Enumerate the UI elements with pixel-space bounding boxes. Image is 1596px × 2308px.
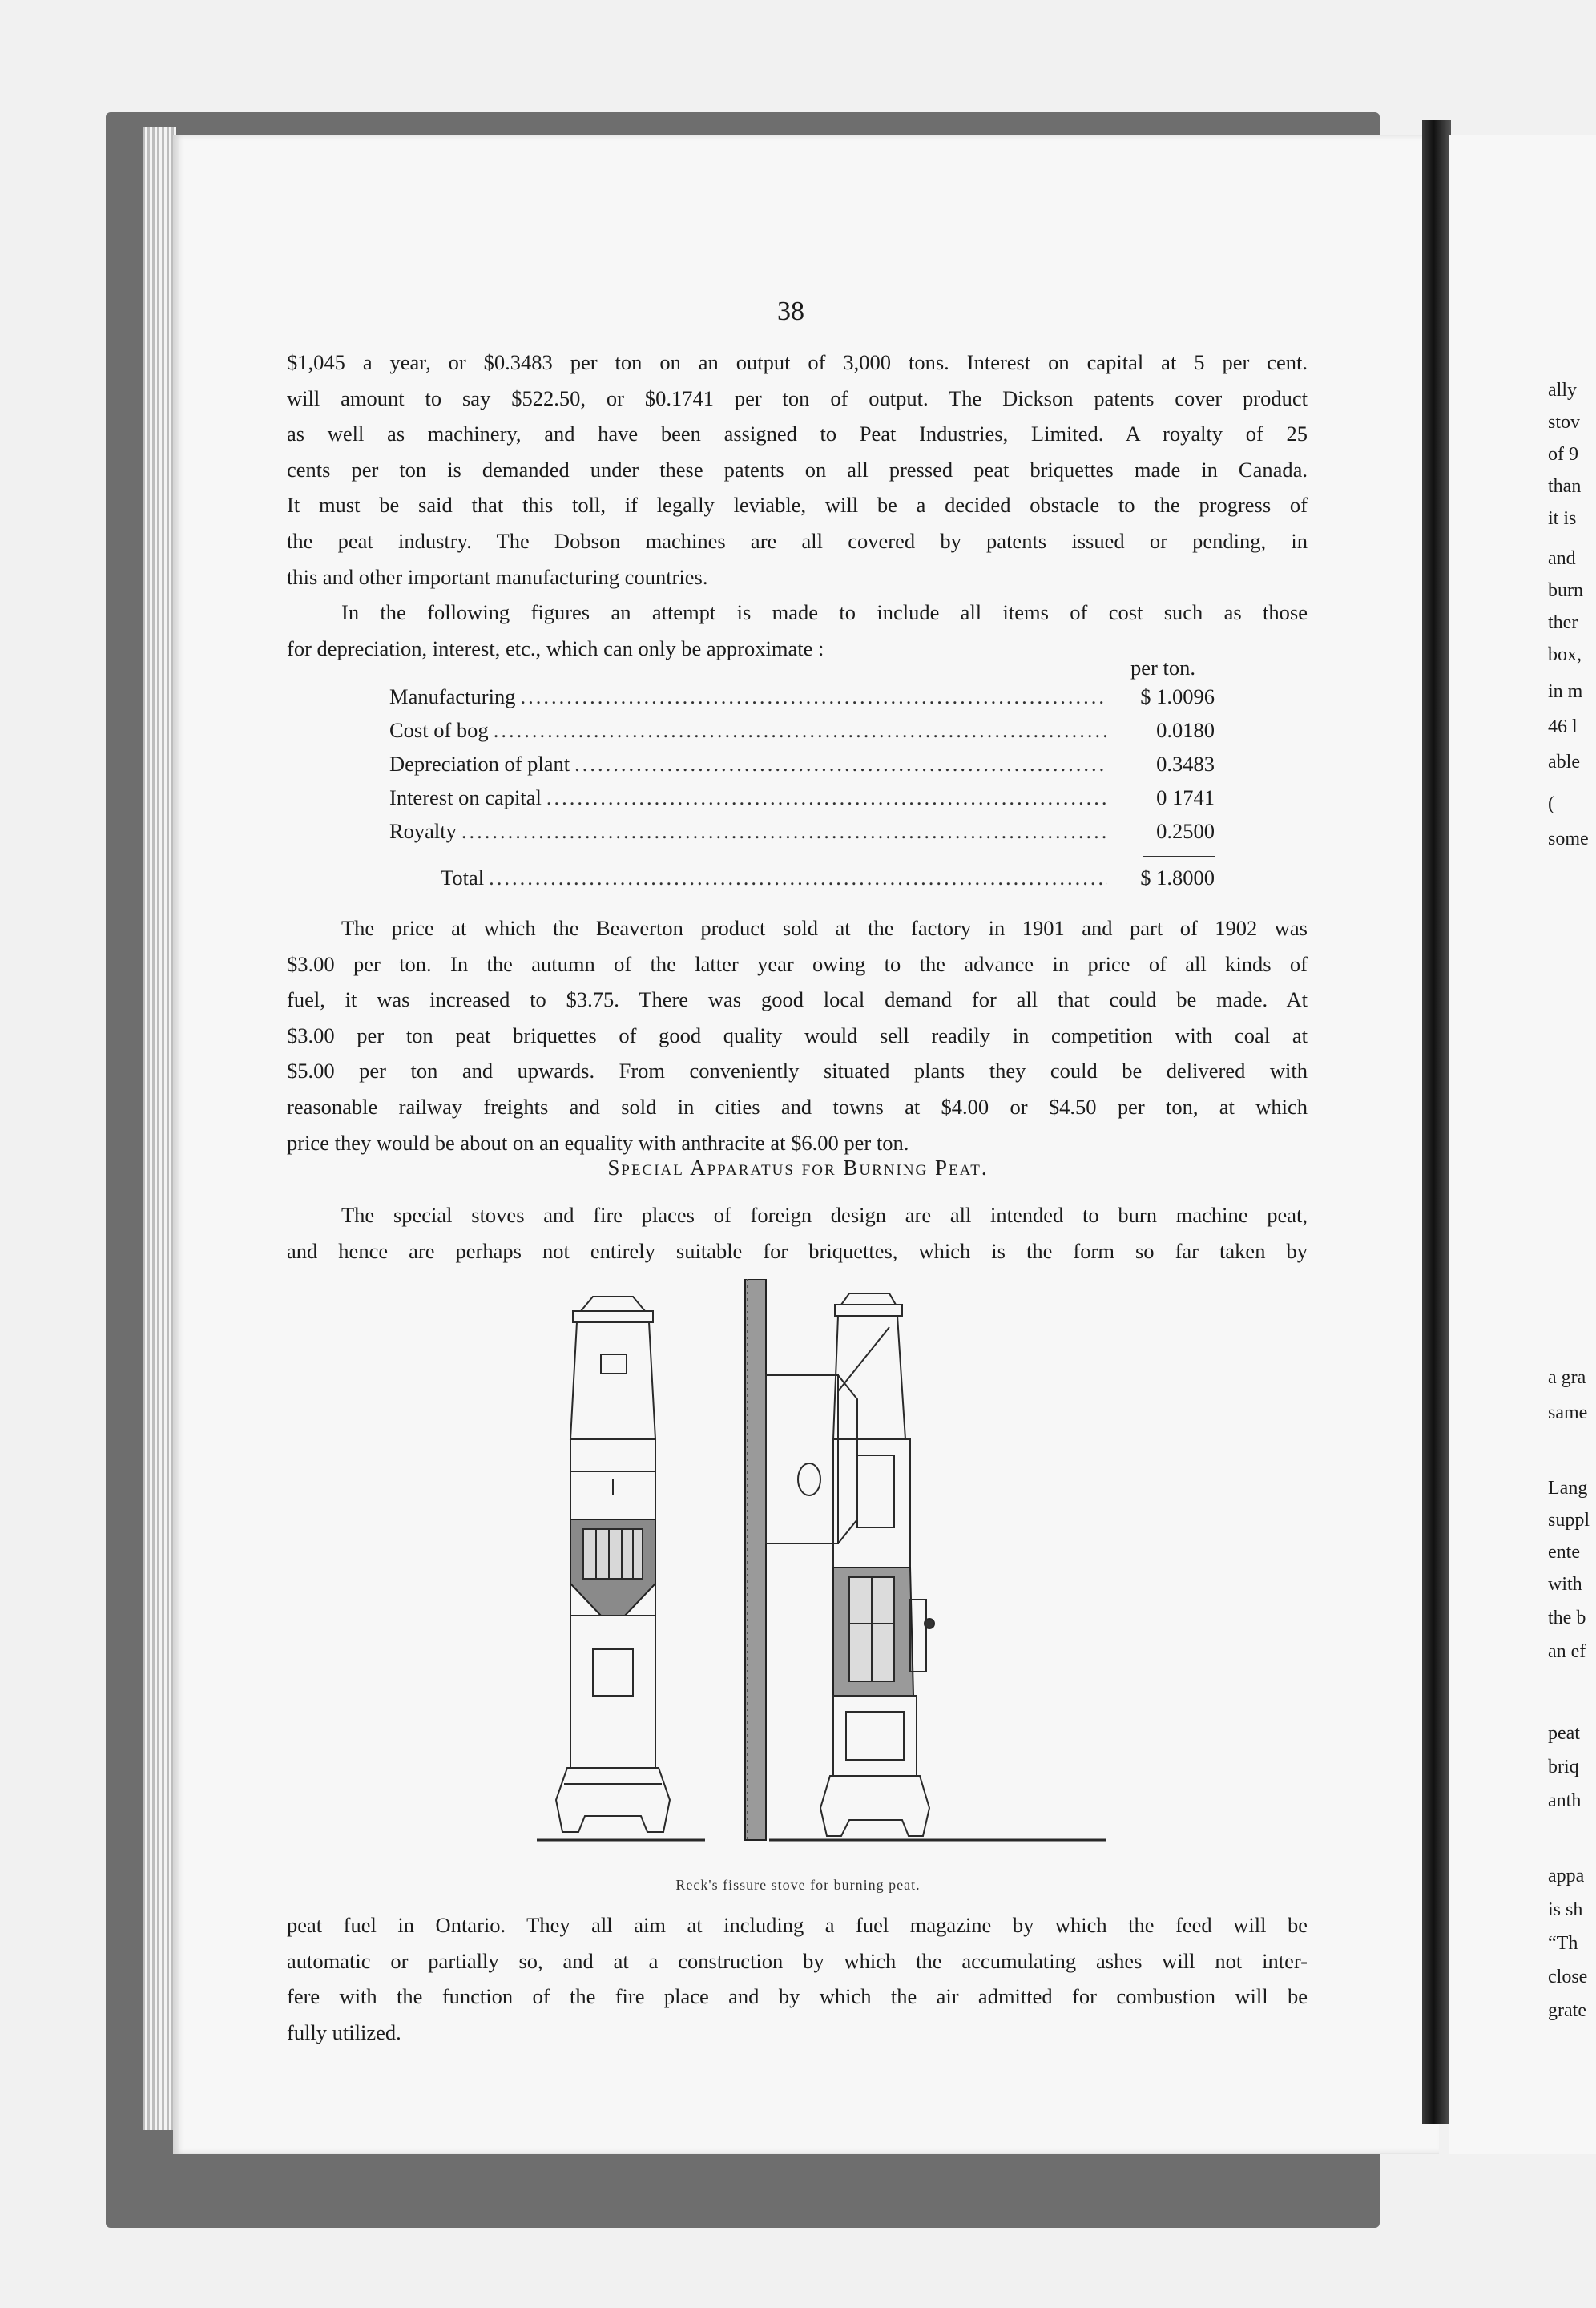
text-line: $1,045 a year, or $0.3483 per ton on an output of 3,000 tons. Interest on capital at 5 per cent. — [287, 350, 1308, 374]
dot-leader — [520, 684, 1107, 709]
section-heading: Special Apparatus for Burning Peat. — [607, 1156, 989, 1180]
cost-table — [389, 656, 1215, 899]
cost-row — [389, 785, 1215, 819]
right-page-fragment: Lang — [1548, 1478, 1588, 1499]
dot-leader — [461, 819, 1107, 844]
cost-row — [389, 684, 1215, 718]
cost-label: Royalty — [389, 819, 457, 843]
cost-total-row — [389, 866, 1215, 899]
wall-section — [745, 1279, 766, 1840]
book-gutter — [1422, 120, 1451, 2124]
text-line: fully utilized. — [287, 2020, 401, 2044]
text-line: for depreciation, interest, etc., which can only be approximate : — [287, 636, 824, 660]
stove-section-view — [766, 1293, 1106, 1840]
text-line: The special stoves and fire places of foreign design are all intended to burn machine peat, — [341, 1203, 1308, 1227]
dot-leader — [546, 785, 1107, 810]
right-page-fragment: close — [1548, 1967, 1588, 1987]
paragraph-5 — [287, 1907, 1308, 2050]
total-label: Total — [441, 866, 485, 890]
right-page-fragment: same — [1548, 1402, 1588, 1423]
right-page-fragment: than — [1548, 476, 1582, 497]
right-page-fragment: ( — [1548, 793, 1554, 814]
right-page-fragment: anth — [1548, 1790, 1582, 1811]
text-line: and hence are perhaps not entirely suitable for briquettes, which is the form so far taken by — [287, 1238, 1308, 1263]
text-line: price they would be about on an equality with anthracite at $6.00 per ton. — [287, 1130, 909, 1155]
dot-leader — [489, 866, 1107, 890]
right-page-fragment: appa — [1548, 1866, 1585, 1886]
right-page-fragment: with — [1548, 1574, 1582, 1595]
text-line: fuel, it was increased to $3.75. There was good local demand for all that could be made. At — [287, 987, 1308, 1012]
paragraph-3 — [287, 910, 1308, 1160]
text-line: It must be said that this toll, if legally leviable, will be a decided obstacle to the progress of — [287, 493, 1308, 518]
right-page-fragment: briq — [1548, 1757, 1579, 1777]
right-page-fragment: ally — [1548, 380, 1577, 401]
right-page-fragment: burn — [1548, 580, 1583, 601]
right-page-fragment: and — [1548, 548, 1576, 569]
right-page-fragment: some — [1548, 829, 1589, 849]
page-edges — [143, 127, 176, 2130]
text-line: this and other important manufacturing countries. — [287, 564, 708, 589]
right-page-fragment: “Th — [1548, 1933, 1578, 1954]
total-value: $ 1.8000 — [1140, 866, 1215, 890]
stove-front-view — [537, 1297, 705, 1840]
right-page-fragment: ther — [1548, 612, 1578, 633]
right-page-fragment: it is — [1548, 508, 1577, 529]
cost-label: Depreciation of plant — [389, 752, 570, 776]
cost-value: $ 1.0096 — [1140, 684, 1215, 708]
text-line: fere with the function of the fire place and by which the air admitted for combustion will be — [287, 1984, 1308, 2009]
text-line: $3.00 per ton. In the autumn of the latter year owing to the advance in price of all kinds of — [287, 951, 1308, 976]
cost-label: Cost of bog — [389, 718, 489, 742]
cost-value: 0.0180 — [1156, 718, 1215, 742]
right-page-fragment: 46 l — [1548, 716, 1578, 737]
right-page-fragment: grate — [1548, 2000, 1586, 2021]
right-page-fragment: is sh — [1548, 1899, 1583, 1920]
right-page-fragment: in m — [1548, 681, 1583, 702]
sum-rule — [1143, 856, 1215, 857]
dot-leader — [574, 752, 1107, 777]
cost-label: Interest on capital — [389, 785, 542, 809]
text-line: peat fuel in Ontario. They all aim at including a fuel magazine by which the feed will be — [287, 1913, 1308, 1937]
text-line: $3.00 per ton peat briquettes of good quality would sell readily in competition with coal at — [287, 1023, 1308, 1047]
text-line: The price at which the Beaverton product sold at the factory in 1901 and part of 1902 was — [341, 916, 1308, 940]
right-page-fragment: a gra — [1548, 1367, 1586, 1388]
right-page-fragment: of 9 — [1548, 444, 1578, 465]
right-page-fragment: the b — [1548, 1608, 1586, 1628]
cost-value: 0 1741 — [1156, 785, 1215, 809]
cost-row — [389, 819, 1215, 853]
right-page-fragment: an ef — [1548, 1641, 1586, 1662]
cost-label: Manufacturing — [389, 684, 516, 708]
text-line: $5.00 per ton and upwards. From conveniently situated plants they could be delivered with — [287, 1059, 1308, 1083]
page-number: 38 — [777, 297, 804, 326]
text-line: the peat industry. The Dobson machines are all covered by patents issued or pending, in — [287, 528, 1308, 553]
right-page-fragment: ente — [1548, 1542, 1580, 1563]
stove-figure — [513, 1279, 1130, 1856]
right-page-fragment: suppl — [1548, 1510, 1590, 1531]
right-page-fragment: able — [1548, 752, 1580, 773]
right-page-fragment: stov — [1548, 412, 1581, 433]
text-line: cents per ton is demanded under these patents on all pressed peat briquettes made in Canada. — [287, 457, 1308, 482]
cost-value: 0.3483 — [1156, 752, 1215, 776]
paragraph-1 — [287, 345, 1308, 595]
right-page-fragment: peat — [1548, 1723, 1580, 1744]
right-page-fragment: box, — [1548, 644, 1582, 665]
right-page — [1449, 135, 1596, 2154]
cost-row — [389, 718, 1215, 752]
paragraph-4 — [287, 1197, 1308, 1269]
text-line: In the following figures an attempt is made to include all items of cost such as those — [341, 600, 1308, 624]
text-line: will amount to say $522.50, or $0.1741 per ton of output. The Dickson patents cover product — [287, 385, 1308, 410]
cost-unit-header: per ton. — [1130, 656, 1195, 680]
text-line: reasonable railway freights and sold in cities and towns at $4.00 or $4.50 per ton, at which — [287, 1094, 1308, 1119]
text-line: automatic or partially so, and at a construction by which the accumulating ashes will not inter- — [287, 1948, 1308, 1973]
text-line: as well as machinery, and have been assigned to Peat Industries, Limited. A royalty of 25 — [287, 422, 1308, 446]
cost-row — [389, 752, 1215, 785]
dot-leader — [494, 718, 1107, 743]
figure-caption: Reck's fissure stove for burning peat. — [675, 1877, 921, 1893]
cost-value: 0.2500 — [1156, 819, 1215, 843]
